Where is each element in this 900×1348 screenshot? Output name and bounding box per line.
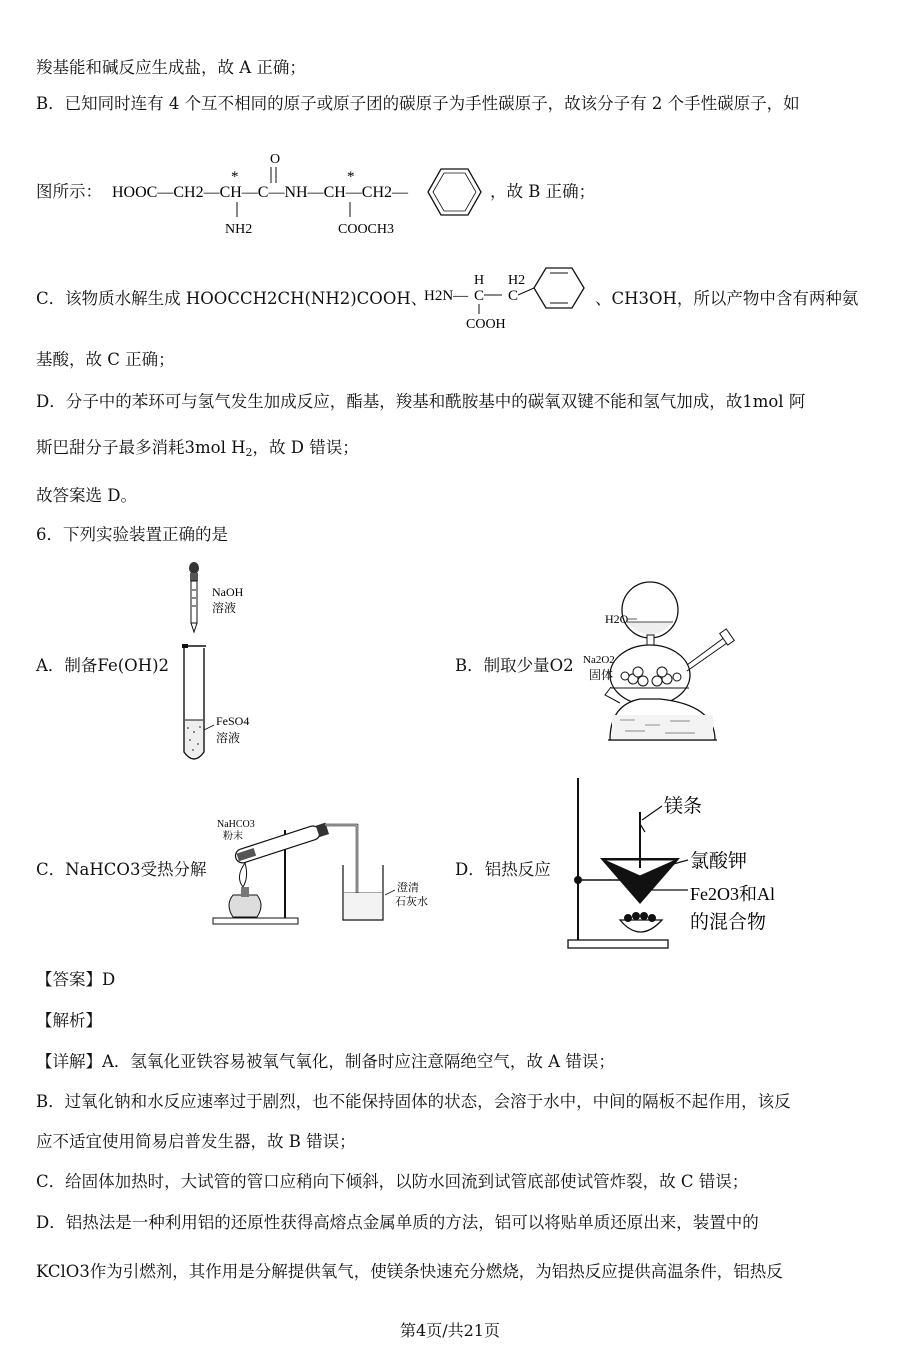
d-kclo3: 氯酸钾 xyxy=(690,851,748,872)
apparatus-a xyxy=(170,560,280,770)
b-na2o2: Na2O2 xyxy=(583,654,615,666)
c-powder: 粉末 xyxy=(223,831,243,842)
d-mix2: 的混合物 xyxy=(690,912,767,933)
c-limewater: 石灰水 xyxy=(395,896,428,908)
formula2-h: H xyxy=(474,273,485,288)
line7-prefix: 斯巴甜分子最多消耗3mol H xyxy=(36,438,246,457)
apparatus-d xyxy=(560,772,790,962)
apparatus-b xyxy=(575,575,745,745)
detail-d-1: D．铝热法是一种利用铝的还原性获得高熔点金属单质的方法，铝可以将贴单质还原出来，装置中的 xyxy=(36,1213,759,1232)
formula1-main: HOOC—CH2—CH—C—NH—CH—CH2— xyxy=(112,184,409,201)
phenylalanine-structure xyxy=(420,262,605,337)
option-d-label: D．铝热反应 xyxy=(455,860,551,879)
line7-suffix: ，故 D 错误； xyxy=(252,438,359,457)
formula1-oxygen: O xyxy=(270,152,281,167)
c-nahco3: NaHCO3 xyxy=(217,819,255,830)
answer-line: 【答案】D xyxy=(36,970,116,989)
formula1-star-1: * xyxy=(231,169,239,185)
detail-d-2: KClO3作为引燃剂，其作用是分解提供氧气，使镁条快速充分燃烧，为铝热反应提供高温条件，铝热反 xyxy=(36,1262,783,1281)
benzene-ring-1 xyxy=(428,169,481,215)
a-naoh-sol: 溶液 xyxy=(212,601,237,615)
text-line-6: D．分子中的苯环可与氢气发生加成反应，酯基，羧基和酰胺基中的碳氧双键不能和氢气加成，故1mol 阿 xyxy=(36,392,806,411)
question-6: 6．下列实验装置正确的是 xyxy=(36,525,228,544)
apparatus-c xyxy=(205,805,455,930)
text-line-3-prefix: 图所示： xyxy=(36,182,102,201)
formula1-star-2: * xyxy=(347,169,355,185)
d-mg: 镁条 xyxy=(664,796,703,817)
detail-b-1: B．过氧化钠和水反应速率过于剧烈，也不能保持固体的状态，会溶于水中，中间的隔板不起作用，该反 xyxy=(36,1092,791,1111)
option-a-label: A．制备Fe(OH)2 xyxy=(36,656,170,675)
text-line-5: 基酸，故 C 正确； xyxy=(36,350,175,369)
option-c-label: C．NaHCO3受热分解 xyxy=(36,860,207,879)
text-line-3-suffix: ，故 B 正确； xyxy=(490,182,596,201)
text-line-4-suffix: 、CH3OH，所以产物中含有两种氨 xyxy=(595,289,859,308)
formula2-c: C xyxy=(474,288,485,304)
text-line-4-prefix: C．该物质水解生成 HOOCCH2CH(NH2)COOH、 xyxy=(36,289,428,308)
detail-a: 【详解】A．氢氧化亚铁容易被氧气氧化，制备时应注意隔绝空气，故 A 错误； xyxy=(36,1052,615,1071)
text-line-1: 羧基能和碱反应生成盐，故 A 正确； xyxy=(36,58,306,77)
formula2-h2: H2 xyxy=(508,273,526,288)
option-b-label: B．制取少量O2 xyxy=(455,656,574,675)
aspartame-structure xyxy=(110,145,500,245)
d-mix1: Fe2O3和Al xyxy=(690,884,775,904)
formula2-cooh: COOH xyxy=(466,317,506,332)
text-line-8: 故答案选 D。 xyxy=(36,486,137,505)
c-clear: 澄清 xyxy=(397,882,419,894)
text-line-2: B．已知同时连有 4 个互不相同的原子或原子团的碳原子为手性碳原子，故该分子有 2 个手性碳原子，如 xyxy=(36,94,800,113)
a-naoh: NaOH xyxy=(212,585,244,599)
a-feso4-sol: 溶液 xyxy=(216,731,241,745)
analysis-line: 【解析】 xyxy=(36,1011,102,1030)
a-feso4: FeSO4 xyxy=(216,714,250,728)
detail-c: C．给固体加热时，大试管的管口应稍向下倾斜，以防水回流到试管底部使试管炸裂，故 C 错误； xyxy=(36,1172,749,1191)
b-solid: 固体 xyxy=(589,668,614,682)
formula2-c2: C xyxy=(508,288,519,304)
formula1-nh2: NH2 xyxy=(225,222,253,237)
detail-b-2: 应不适宜使用简易启普发生器，故 B 错误； xyxy=(36,1132,356,1151)
line7-sub: 2 xyxy=(245,446,253,459)
text-line-7 xyxy=(36,438,359,459)
formula2-h2n: H2N— xyxy=(424,288,469,304)
page-footer: 第4页/共21页 xyxy=(400,1321,500,1340)
benzene-ring-2 xyxy=(534,268,584,308)
b-h2o: H2O xyxy=(605,612,629,626)
formula1-cooch3: COOCH3 xyxy=(338,222,395,237)
